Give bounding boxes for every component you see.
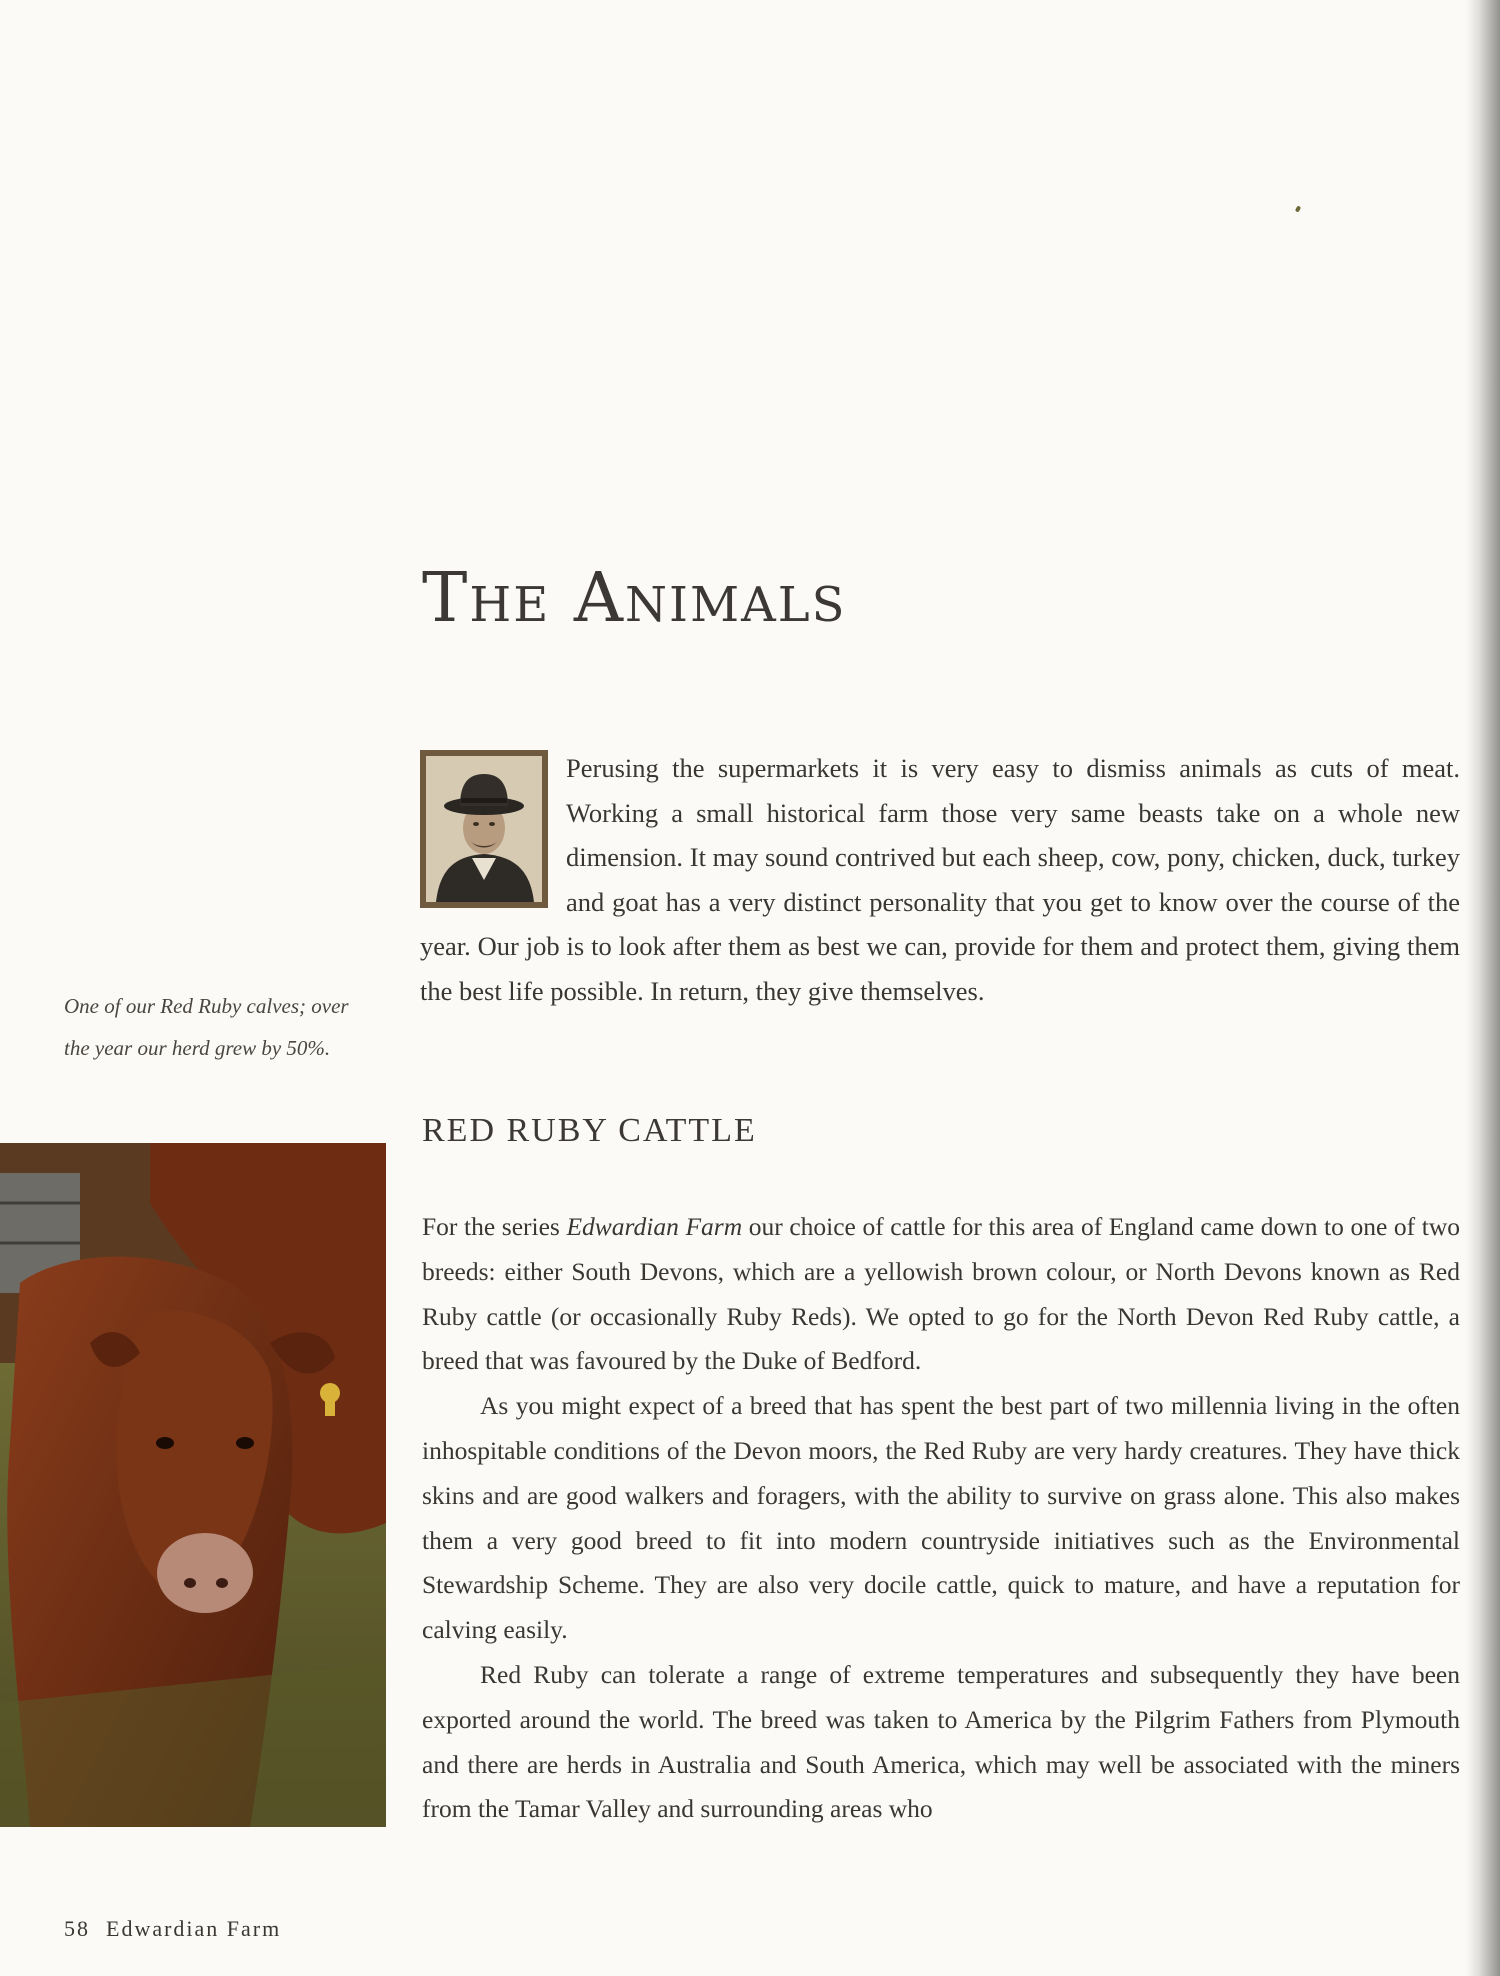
chapter-title: The Animals xyxy=(422,559,847,638)
page-number: 58 xyxy=(64,1916,90,1941)
page-gutter-shadow xyxy=(1466,0,1500,1976)
calf-photo-drawing xyxy=(0,1143,386,1827)
intro-paragraph xyxy=(420,746,1460,1013)
p1-rest-text: our choice of cattle for this area of England came down to one of two breeds: either South Devons, which are a yellowish brown colour, or North Devons known as Red Ruby cattle (or occasionally Ruby Reds). We opted to go for the North Devon Red Ruby cattle, a breed that was favoured by the Duke of Bedford. xyxy=(422,1212,1461,1376)
body-paragraph-3: Red Ruby can tolerate a range of extreme temperatures and subsequently they have been exported around the world. The breed was taken to America by the Pilgrim Fathers from Plymouth and there are herds in Australia and South America, which may well be associated with the miners from the Tamar Valley and surrounding areas who xyxy=(422,1659,1460,1824)
page-footer xyxy=(64,1916,281,1942)
series-title: Edwardian Farm xyxy=(566,1212,743,1241)
body-paragraph-1 xyxy=(422,1205,1460,1384)
red-ruby-calf-photo-icon xyxy=(0,1143,386,1827)
running-title: Edwardian Farm xyxy=(106,1916,282,1941)
p1-lead-text: For the series xyxy=(422,1212,567,1241)
body-paragraph-2: As you might expect of a breed that has spent the best part of two millennia living in the often inhospitable conditions of the Devon moors, the Red Ruby are very hardy creatures. They have thick skins and are good walkers and foragers, with the ability to survive on grass alone. This also makes them a very good breed to fit into modern countryside initiatives such as the Environmental Stewardship Scheme. They are also very docile cattle, quick to mature, and have a reputation for calving easily. xyxy=(422,1391,1460,1645)
photo-caption: One of our Red Ruby calves; over the year our herd grew by 50%. xyxy=(64,994,349,1060)
paper-speck xyxy=(1295,205,1301,212)
section-body xyxy=(422,1205,1460,1832)
section-heading: RED RUBY CATTLE xyxy=(422,1112,757,1149)
intro-text: Perusing the supermarkets it is very easy to dismiss animals as cuts of meat. Working a small historical farm those very same beasts take on a whole new dimension. It may sound contrived but each sheep, cow, pony, chicken, duck, turkey and goat has a very distinct personality that you get to know over the course of the year. Our job is to look after them as best we can, provide for them and protect them, giving them the best life possible. In return, they give themselves. xyxy=(420,753,1460,1006)
